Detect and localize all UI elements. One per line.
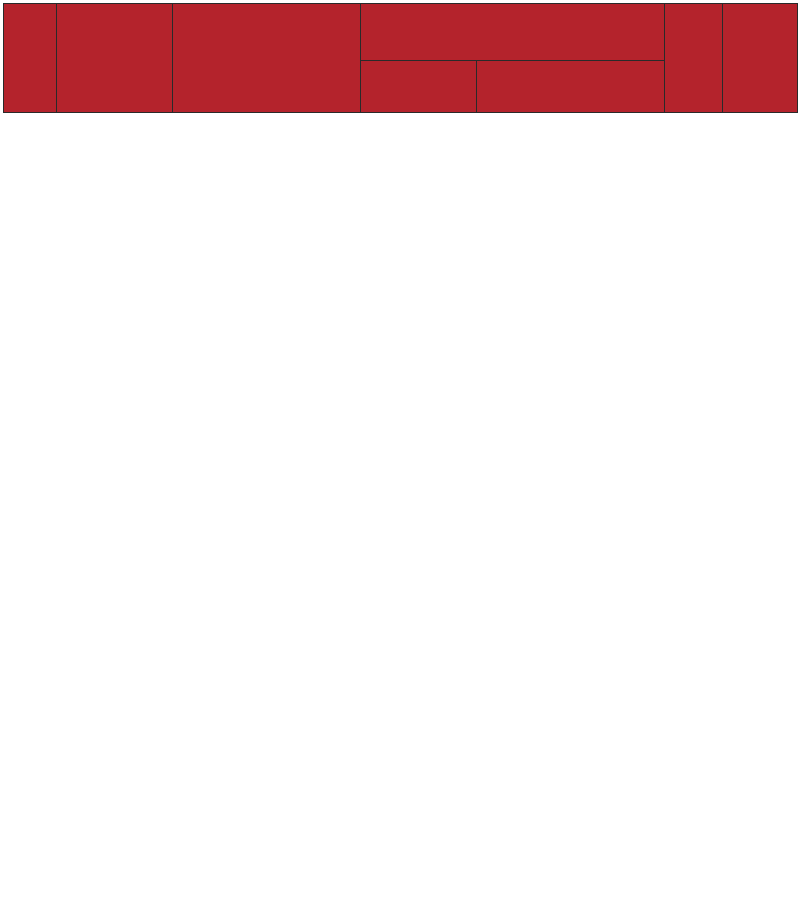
- header-num: [4, 4, 57, 113]
- header-name: [477, 61, 665, 113]
- header-element-group: [361, 4, 665, 61]
- header-dimensions: [665, 4, 723, 113]
- header-scheme: [173, 4, 361, 113]
- header-panel-type: [57, 4, 173, 113]
- spec-table: [3, 3, 798, 113]
- header-designation: [361, 61, 477, 113]
- header-mass: [723, 4, 798, 113]
